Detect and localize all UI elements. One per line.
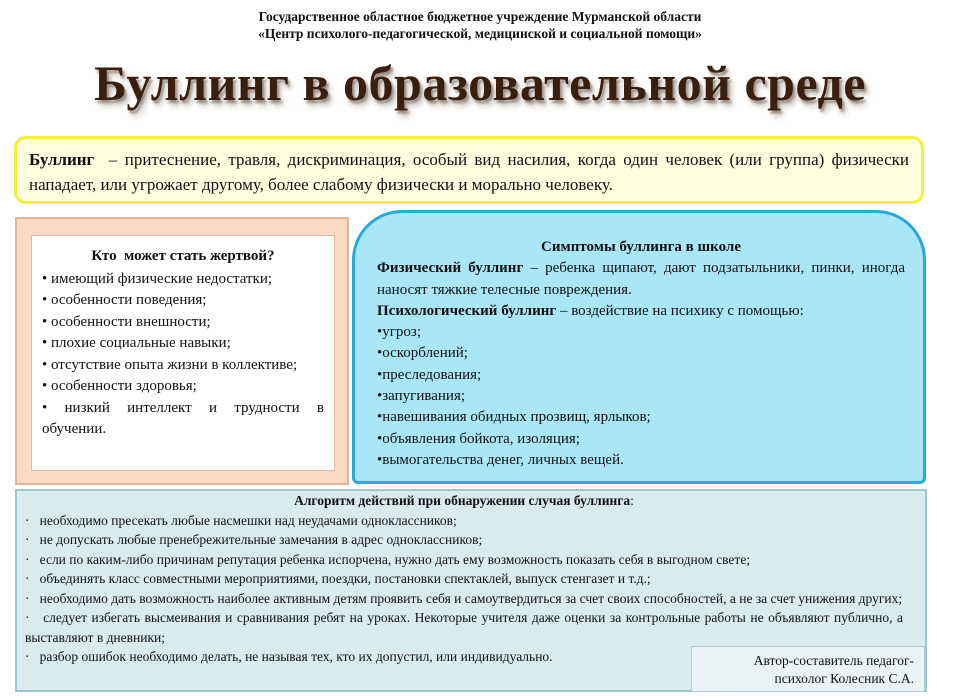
algorithm-item: · объединять класс совместными мероприятиями, поездки, постановки спектаклей, выпуск стенгазет и т.д.; (25, 571, 651, 586)
victim-item: • имеющий физические недостатки; (42, 270, 273, 287)
algorithm-title-suffix: : (630, 493, 634, 508)
physical-bullying-paragraph (377, 258, 905, 301)
victim-panel (15, 217, 349, 485)
algorithm-title (25, 491, 903, 511)
victim-item: • особенности внешности; (42, 313, 211, 330)
organization-name-line-1: Государственное областное бюджетное учреждение Мурманской области (258, 9, 702, 24)
symptoms-title: Симптомы буллинга в школе (541, 239, 741, 255)
definition-term: Буллинг (29, 150, 95, 169)
algorithm-item: · если по каким-либо причинам репутация ребенка испорчена, нужно дать ему возможность показать себя в выгодном свете; (25, 551, 751, 567)
organization-name-line-2: «Центр психолого-педагогической, медицинской и социальной помощи» (258, 26, 702, 41)
header (0, 8, 960, 42)
symptom-item: •оскорблений; (377, 345, 468, 362)
algorithm-title-text: Алгоритм действий при обнаружении случая буллинга (294, 493, 631, 508)
symptom-item: •вымогательства денег, личных вещей. (377, 451, 624, 468)
victim-card (31, 235, 335, 471)
victim-title: Кто может стать жертвой? (91, 248, 275, 264)
symptom-item: •угроз; (377, 324, 421, 341)
algorithm-item: · разбор ошибок необходимо делать, не называя тех, кто их допустил, или индивидуально. (25, 649, 553, 664)
psychological-bullying-paragraph (377, 301, 905, 322)
symptom-item: •объявления бойкота, изоляция; (377, 430, 580, 447)
physical-bullying-label: Физический буллинг (377, 260, 524, 277)
author-line-2: психолог Колесник С.А. (774, 671, 914, 686)
poster-title: Буллинг в образовательной среде (94, 55, 866, 111)
author-box (691, 646, 925, 692)
algorithm-item: · необходимо пресекать любые насмешки над неудачами одноклассников; (25, 512, 457, 528)
victim-item: • низкий интеллект и трудности в обучении. (42, 399, 324, 437)
symptoms-panel (352, 210, 926, 484)
algorithm-item: · не допускать любые пренебрежительные замечания в адрес одноклассников; (25, 532, 483, 547)
algorithm-item: · необходимо дать возможность наиболее активным детям проявить себя и самоутвердиться за счет своих способностей, а не за счет унижения других; (25, 590, 903, 606)
victim-item: • отсутствие опыта жизни в коллективе; (42, 356, 298, 373)
author-line-1: Автор-составитель педагог- (753, 653, 914, 668)
physical-bullying-text: – ребенка щипают, дают подзатыльники, пинки, иногда наносят тяжкие телесные повреждения. (377, 260, 905, 298)
definition-text: – притеснение, травля, дискриминация, особый вид насилия, когда один человек (или группа) физически нападает, или угрожает другому, более слабому физически и морально человеку. (29, 150, 914, 194)
victim-item: • особенности поведения; (42, 292, 207, 308)
symptom-item: •запугивания; (377, 388, 466, 405)
symptom-item: •преследования; (377, 366, 482, 383)
psychological-bullying-label: Психологический буллинг (377, 302, 557, 319)
psychological-bullying-text: – воздействие на психику с помощью: (556, 302, 804, 319)
victim-item: • плохие социальные навыки; (42, 335, 231, 351)
definition-box (14, 136, 924, 204)
symptom-item: •навешивания обидных прозвищ, ярлыков; (377, 409, 651, 426)
algorithm-item: · следует избегать высмеивания и сравнивания ребят на уроках. Некоторые учителя даже оценки за контрольные работы не объявляют публично, а выставляют в дневники; (25, 610, 907, 645)
victim-item: • особенности здоровья; (42, 378, 197, 394)
